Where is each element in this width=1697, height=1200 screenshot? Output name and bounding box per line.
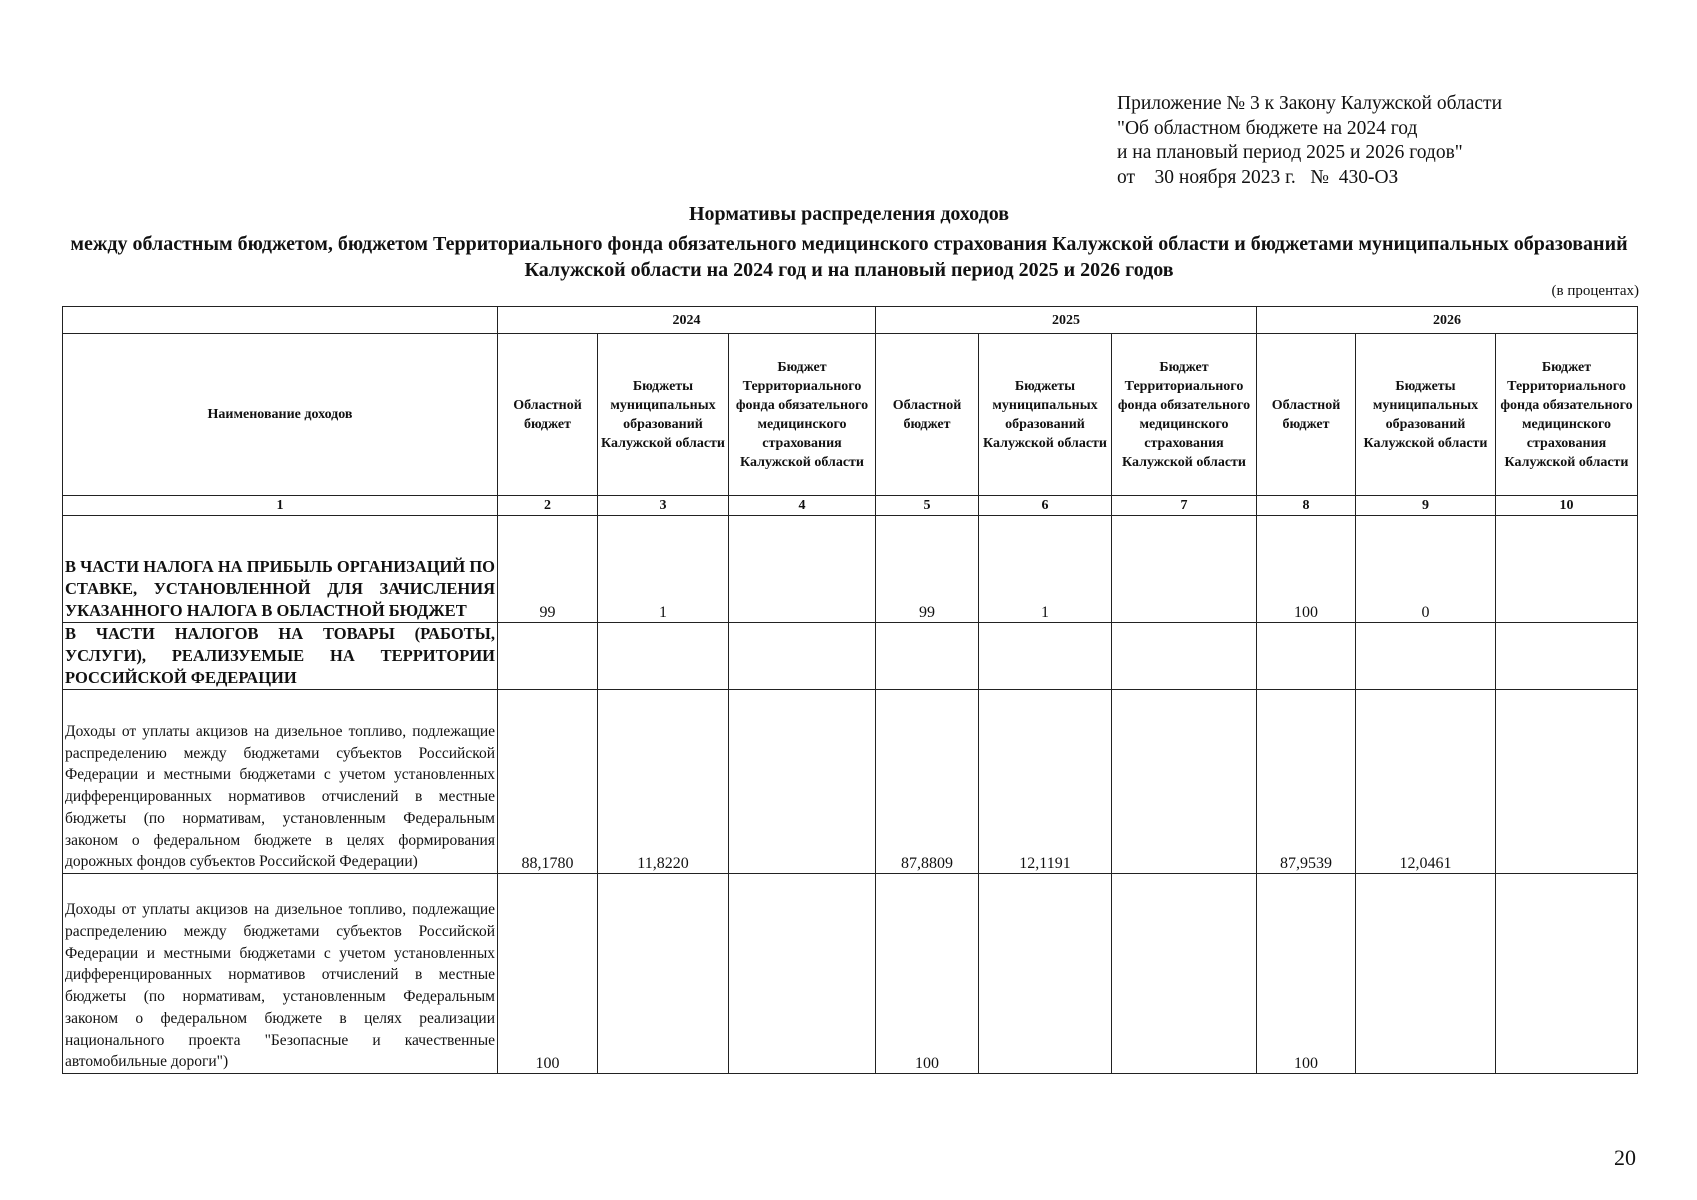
row-value — [979, 874, 1112, 1074]
row-value — [1496, 874, 1638, 1074]
row-name: В ЧАСТИ НАЛОГА НА ПРИБЫЛЬ ОРГАНИЗАЦИЙ ПО СТАВКЕ, УСТАНОВЛЕННОЙ ДЛЯ ЗАЧИСЛЕНИЯ УКАЗАННОГО НАЛОГА В ОБЛАСТНОЙ БЮДЖЕТ — [63, 516, 498, 623]
column-number: 4 — [729, 496, 876, 516]
row-name: Доходы от уплаты акцизов на дизельное топливо, подлежащие распределению между бюджетами субъектов Российской Федерации и местными бюджетами с учетом установленных дифференцированных нормативов отчислений в местные бюджеты (по нормативам, установленным Федеральным законом о федеральном бюджете в целях формирования дорожных фондов субъектов Российской Федерации) — [63, 690, 498, 874]
subheader-regional-budget: Областной бюджет — [498, 334, 598, 496]
row-value: 99 — [498, 516, 598, 623]
row-value: 100 — [498, 874, 598, 1074]
unit-note: (в процентах) — [1551, 283, 1639, 299]
row-name: В ЧАСТИ НАЛОГОВ НА ТОВАРЫ (РАБОТЫ, УСЛУГИ), РЕАЛИЗУЕМЫЕ НА ТЕРРИТОРИИ РОССИЙСКОЙ ФЕДЕРАЦИИ — [63, 623, 498, 690]
column-number: 6 — [979, 496, 1112, 516]
row-value — [498, 623, 598, 690]
column-number: 10 — [1496, 496, 1638, 516]
row-value — [598, 874, 729, 1074]
row-value: 87,8809 — [876, 690, 979, 874]
norms-table — [62, 306, 1638, 1074]
subheader-municipal-budgets: Бюджеты муниципальных образований Калужской области — [598, 334, 729, 496]
subheader-regional-budget: Областной бюджет — [1257, 334, 1356, 496]
appendix-line-4: от 30 ноября 2023 г. № 430-ОЗ — [1117, 166, 1399, 188]
row-value — [876, 623, 979, 690]
subheader-health-fund-budget: Бюджет Территориального фонда обязательного медицинского страхования Калужской области — [1112, 334, 1257, 496]
header-empty-cell — [63, 307, 498, 334]
row-value — [598, 623, 729, 690]
table-row — [63, 623, 1638, 690]
row-value: 87,9539 — [1257, 690, 1356, 874]
row-value: 100 — [1257, 516, 1356, 623]
column-number: 5 — [876, 496, 979, 516]
year-header-2025: 2025 — [876, 307, 1257, 334]
year-header-2024: 2024 — [498, 307, 876, 334]
row-value — [729, 690, 876, 874]
row-value — [1356, 874, 1496, 1074]
row-value — [1112, 623, 1257, 690]
row-value: 0 — [1356, 516, 1496, 623]
row-value: 88,1780 — [498, 690, 598, 874]
row-value — [1112, 516, 1257, 623]
row-value — [1257, 623, 1356, 690]
row-value: 99 — [876, 516, 979, 623]
subheader-municipal-budgets: Бюджеты муниципальных образований Калужской области — [979, 334, 1112, 496]
row-value — [1112, 690, 1257, 874]
appendix-line-2: "Об областном бюджете на 2024 год — [1117, 117, 1418, 139]
row-value — [729, 874, 876, 1074]
document-subtitle: между областным бюджетом, бюджетом Территориального фонда обязательного медицинского страхования Калужской области и бюджетами муниципальных образований Калужской области на 2024 год и на плановый период 2025 и 2026 годов — [70, 233, 1628, 281]
page-number: 20 — [1614, 1145, 1636, 1170]
appendix-header — [1117, 92, 1502, 190]
row-value: 1 — [598, 516, 729, 623]
appendix-line-1: Приложение № 3 к Закону Калужской области — [1117, 93, 1503, 114]
row-value — [1356, 623, 1496, 690]
row-name: Доходы от уплаты акцизов на дизельное топливо, подлежащие распределению между бюджетами субъектов Российской Федерации и местными бюджетами с учетом установленных дифференцированных нормативов отчислений в местные бюджеты (по нормативам, установленным Федеральным законом о федеральном бюджете в целях реализации национального проекта "Безопасные и качественные автомобильные дороги") — [63, 874, 498, 1074]
table-row — [63, 874, 1638, 1074]
column-number: 7 — [1112, 496, 1257, 516]
row-value — [1496, 623, 1638, 690]
name-column-header: Наименование доходов — [63, 334, 498, 496]
column-number: 8 — [1257, 496, 1356, 516]
row-value — [729, 623, 876, 690]
row-value: 100 — [1257, 874, 1356, 1074]
row-value — [1112, 874, 1257, 1074]
row-value: 12,0461 — [1356, 690, 1496, 874]
column-number: 9 — [1356, 496, 1496, 516]
row-value: 12,1191 — [979, 690, 1112, 874]
row-value — [979, 623, 1112, 690]
document-title: Нормативы распределения доходов — [688, 203, 1010, 225]
column-number: 2 — [498, 496, 598, 516]
table-row — [63, 516, 1638, 623]
row-value: 11,8220 — [598, 690, 729, 874]
subheader-regional-budget: Областной бюджет — [876, 334, 979, 496]
subheader-health-fund-budget: Бюджет Территориального фонда обязательного медицинского страхования Калужской области — [729, 334, 876, 496]
appendix-line-3: и на плановый период 2025 и 2026 годов" — [1117, 142, 1463, 163]
table-row — [63, 690, 1638, 874]
row-value: 1 — [979, 516, 1112, 623]
subheader-municipal-budgets: Бюджеты муниципальных образований Калужской области — [1356, 334, 1496, 496]
year-header-2026: 2026 — [1257, 307, 1638, 334]
row-value — [1496, 690, 1638, 874]
column-number: 3 — [598, 496, 729, 516]
row-value: 100 — [876, 874, 979, 1074]
subheader-health-fund-budget: Бюджет Территориального фонда обязательного медицинского страхования Калужской области — [1496, 334, 1638, 496]
row-value — [1496, 516, 1638, 623]
column-number: 1 — [63, 496, 498, 516]
row-value — [729, 516, 876, 623]
